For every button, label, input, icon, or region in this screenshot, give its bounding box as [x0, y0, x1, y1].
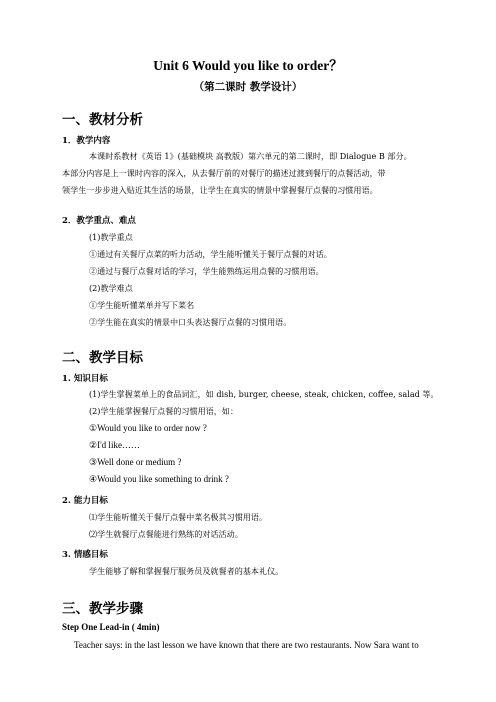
section-1-heading: 一、教材分析: [62, 112, 143, 128]
section-1-sub-1: 1．教学内容: [62, 136, 111, 146]
list-item: ④Would you like something to drink ?: [89, 474, 229, 484]
list-item: (2)教学难点: [89, 283, 133, 293]
list-item: ①通过有关餐厅点菜的听力活动，学生能听懂关于餐厅点餐的对话。: [89, 249, 332, 259]
list-item: ②通过与餐厅点餐对话的学习，学生能熟练运用点餐的习惯用语。: [89, 266, 324, 276]
list-item: 学生能够了解和掌握餐厅服务员及就餐者的基本礼仪。: [89, 566, 284, 576]
paragraph-line: Teacher says: in the last lesson we have known that there are two restaurants. Now Sara want to: [74, 640, 419, 650]
list-item: (1)学生掌握菜单上的食品词汇，如 dish, burger, cheese, steak, chicken, coffee, salad 等。: [89, 389, 439, 399]
document-subtitle: （第二课时 教学设计）: [193, 81, 303, 93]
paragraph-line: 本课时系教材《英语 1》(基础模块 高教版）第六单元的第二课时，即 Dialogue B 部分。: [89, 151, 412, 161]
section-2-sub-3: 3. 情感目标: [62, 550, 108, 560]
list-item: ⑴学生能听懂关于餐厅点餐中菜名极其习惯用语。: [89, 512, 268, 522]
section-2-sub-2: 2. 能力目标: [62, 496, 108, 506]
section-2-sub-1: 1. 知识目标: [62, 374, 108, 384]
list-item: ②I'd like……: [89, 440, 140, 450]
list-item: ①学生能听懂菜单并写下菜名: [89, 300, 195, 310]
step-heading: Step One Lead-in ( 4min): [62, 622, 160, 632]
document-title: Unit 6 Would you like to order？: [153, 58, 343, 73]
list-item: (2)学生能掌握餐厅点餐的习惯用语，如：: [89, 406, 239, 416]
list-item: ③Well done or medium ?: [89, 457, 182, 467]
section-1-sub-2: 2．教学重点、难点: [62, 216, 136, 226]
list-item: ①Would you like to order now ?: [89, 423, 207, 433]
list-item: (1)教学重点: [89, 232, 133, 242]
list-item: ②学生能在真实的情景中口头表达餐厅点餐的习惯用语。: [89, 317, 292, 327]
paragraph-line: 领学生一步步进入贴近其生活的场景，让学生在真实的情景中掌握餐厅点餐的习惯用语。: [62, 185, 378, 195]
section-2-heading: 二、教学目标: [62, 350, 143, 366]
section-3-heading: 三、教学步骤: [62, 601, 143, 617]
paragraph-line: 本部分内容是上一课时内容的深入，从去餐厅前的对餐厅的描述过渡到餐厅的点餐活动，带: [62, 168, 386, 178]
list-item: ⑵学生就餐厅点餐能进行熟练的对话活动。: [89, 529, 243, 539]
